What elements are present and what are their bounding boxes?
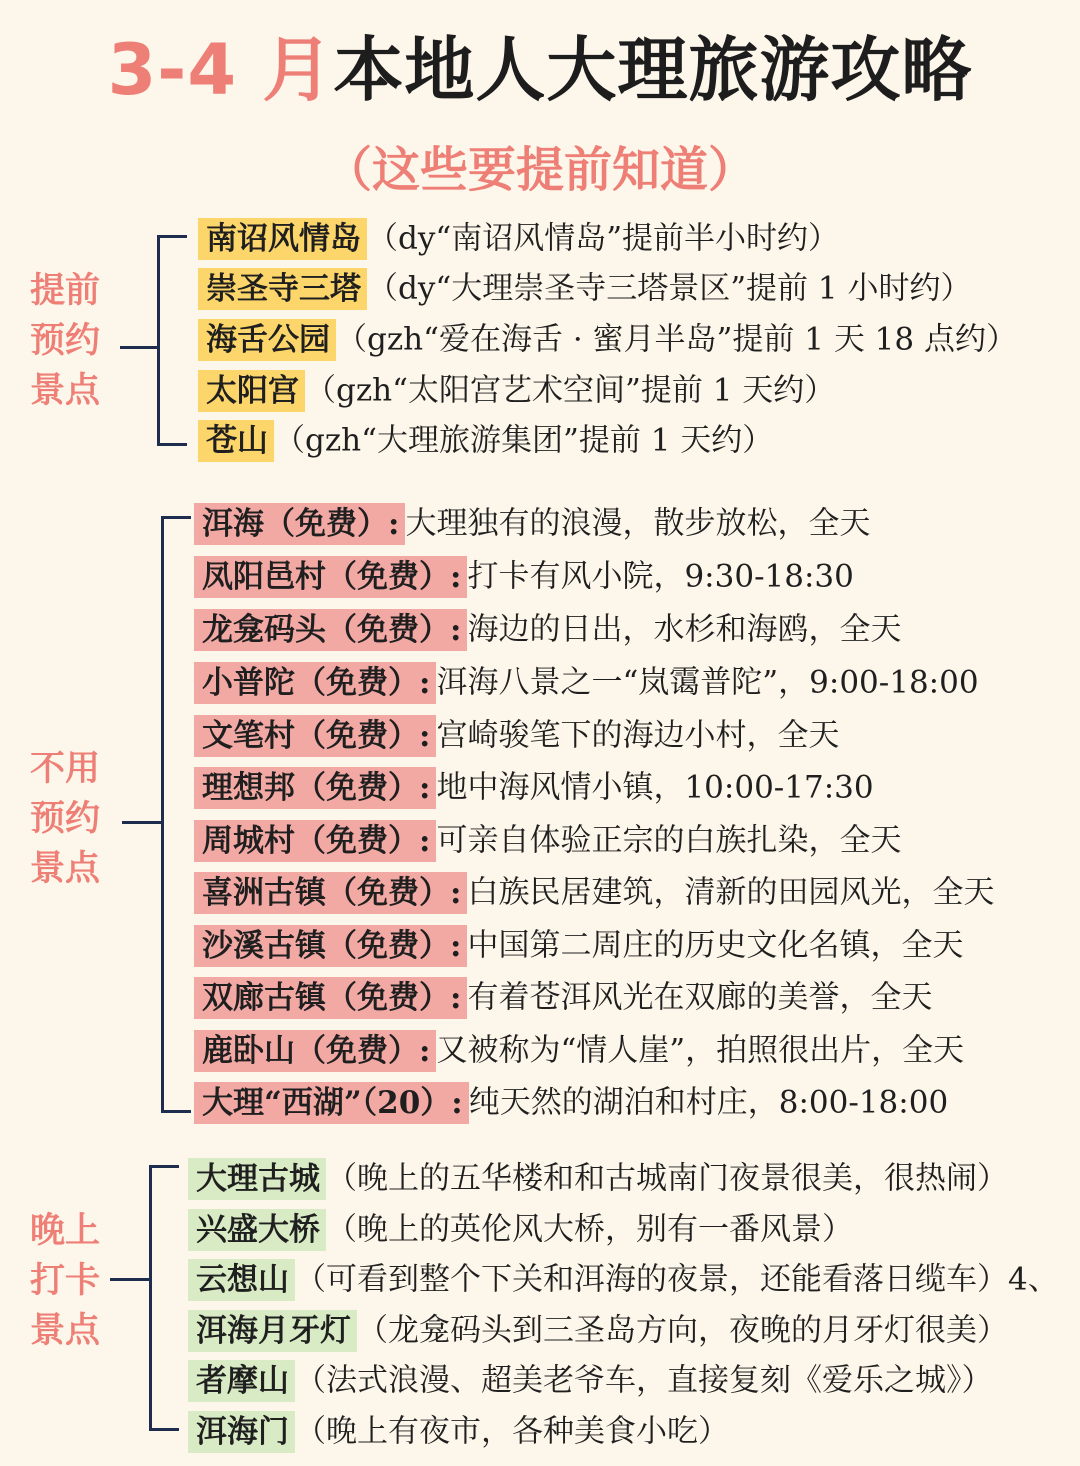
- section-label: 提前 预约 景点: [30, 270, 101, 411]
- section-label: 不用 预约 景点: [30, 748, 101, 889]
- list-item: [0, 550, 1080, 600]
- list-item: [0, 709, 1080, 759]
- item-name: 崇圣寺三塔: [198, 268, 367, 310]
- item-name: 大理“西湖”（20）:: [194, 1082, 469, 1124]
- item-note: 纯天然的湖泊和村庄，8:00-18:00: [468, 1084, 949, 1121]
- title-main: 本地人大理旅游攻略: [333, 29, 973, 111]
- page-subtitle: （这些要提前知道）: [323, 142, 756, 198]
- item-name: 理想邦（免费）:: [194, 767, 436, 809]
- list-item: [0, 1253, 1080, 1303]
- item-name: 沙溪古镇（免费）:: [194, 925, 467, 967]
- item-note: 又被称为“情人崖”，拍照很出片，全天: [436, 1032, 965, 1069]
- item-note: （晚上的英伦风大桥，别有一番风景）: [326, 1211, 853, 1248]
- item-note: （dy“大理崇圣寺三塔景区”提前 1 小时约）: [367, 270, 972, 307]
- page-title: [0, 18, 1080, 122]
- item-name: 苍山: [198, 420, 274, 462]
- list-item: [0, 1354, 1080, 1404]
- item-name: 云想山: [188, 1259, 295, 1301]
- list-item: [0, 1203, 1080, 1253]
- section-label: 晚上 打卡 景点: [30, 1210, 101, 1351]
- item-name: 文笔村（免费）:: [194, 715, 436, 757]
- list-item: [0, 971, 1080, 1021]
- item-note: 地中海风情小镇，10:00-17:30: [436, 769, 874, 806]
- list-item: [0, 1152, 1080, 1202]
- list-item: [0, 414, 1080, 464]
- item-name: 鹿卧山（免费）:: [194, 1030, 436, 1072]
- item-note: 中国第二周庄的历史文化名镇，全天: [467, 927, 964, 964]
- item-name: 龙龛码头（免费）:: [194, 609, 467, 651]
- list-item: [0, 1076, 1080, 1126]
- item-name: 南诏风情岛: [198, 218, 367, 260]
- item-note: 洱海八景之一“岚霭普陀”，9:00-18:00: [436, 664, 979, 701]
- list-item: [0, 364, 1080, 414]
- list-item: [0, 919, 1080, 969]
- item-note: （晚上有夜市，各种美食小吃）: [295, 1413, 729, 1450]
- item-note: （dy“南诏风情岛”提前半小时约）: [367, 220, 840, 257]
- item-note: （龙龛码头到三圣岛方向，夜晚的月牙灯很美）: [357, 1312, 1008, 1349]
- list-item: [0, 1405, 1080, 1455]
- list-item: [0, 603, 1080, 653]
- item-name: 洱海门: [188, 1411, 295, 1453]
- list-item: [0, 761, 1080, 811]
- item-note: （gzh“爱在海舌 · 蜜月半岛”提前 1 天 18 点约）: [336, 321, 1017, 358]
- list-item: [0, 497, 1080, 547]
- list-item: [0, 1304, 1080, 1354]
- item-note: 宫崎骏笔下的海边小村，全天: [436, 717, 840, 754]
- item-note: 海边的日出，水杉和海鸥，全天: [467, 611, 902, 648]
- item-name: 大理古城: [188, 1158, 326, 1200]
- item-name: 者摩山: [188, 1360, 295, 1402]
- item-note: （gzh“大理旅游集团”提前 1 天约）: [274, 422, 774, 459]
- list-item: [0, 313, 1080, 363]
- list-item: [0, 656, 1080, 706]
- item-name: 洱海（免费）:: [194, 503, 405, 545]
- item-name: 喜洲古镇（免费）:: [194, 872, 467, 914]
- item-name: 太阳宫: [198, 370, 305, 412]
- item-note: 大理独有的浪漫，散步放松，全天: [405, 505, 871, 542]
- item-name: 周城村（免费）:: [194, 820, 436, 862]
- title-accent: 3-4 月: [107, 29, 334, 111]
- list-item: [0, 212, 1080, 262]
- item-note: （可看到整个下关和洱海的夜景，还能看落日缆车）4、: [295, 1261, 1059, 1298]
- list-item: [0, 814, 1080, 864]
- item-note: （gzh“太阳宫艺术空间”提前 1 天约）: [305, 372, 836, 409]
- list-item: [0, 262, 1080, 312]
- item-name: 洱海月牙灯: [188, 1310, 357, 1352]
- item-note: 白族民居建筑，清新的田园风光，全天: [467, 874, 995, 911]
- list-item: [0, 1024, 1080, 1074]
- item-note: （晚上的五华楼和和古城南门夜景很美，很热闹）: [326, 1160, 1008, 1197]
- item-name: 兴盛大桥: [188, 1209, 326, 1251]
- item-name: 小普陀（免费）:: [194, 662, 436, 704]
- item-name: 海舌公园: [198, 319, 336, 361]
- item-note: 有着苍洱风光在双廊的美誉，全天: [467, 979, 933, 1016]
- item-name: 凤阳邑村（免费）:: [194, 556, 467, 598]
- item-note: 打卡有风小院，9:30-18:30: [467, 558, 854, 595]
- list-item: [0, 866, 1080, 916]
- item-note: （法式浪漫、超美老爷车，直接复刻《爱乐之城》）: [295, 1362, 993, 1399]
- item-note: 可亲自体验正宗的白族扎染，全天: [436, 822, 902, 859]
- item-name: 双廊古镇（免费）:: [194, 977, 467, 1019]
